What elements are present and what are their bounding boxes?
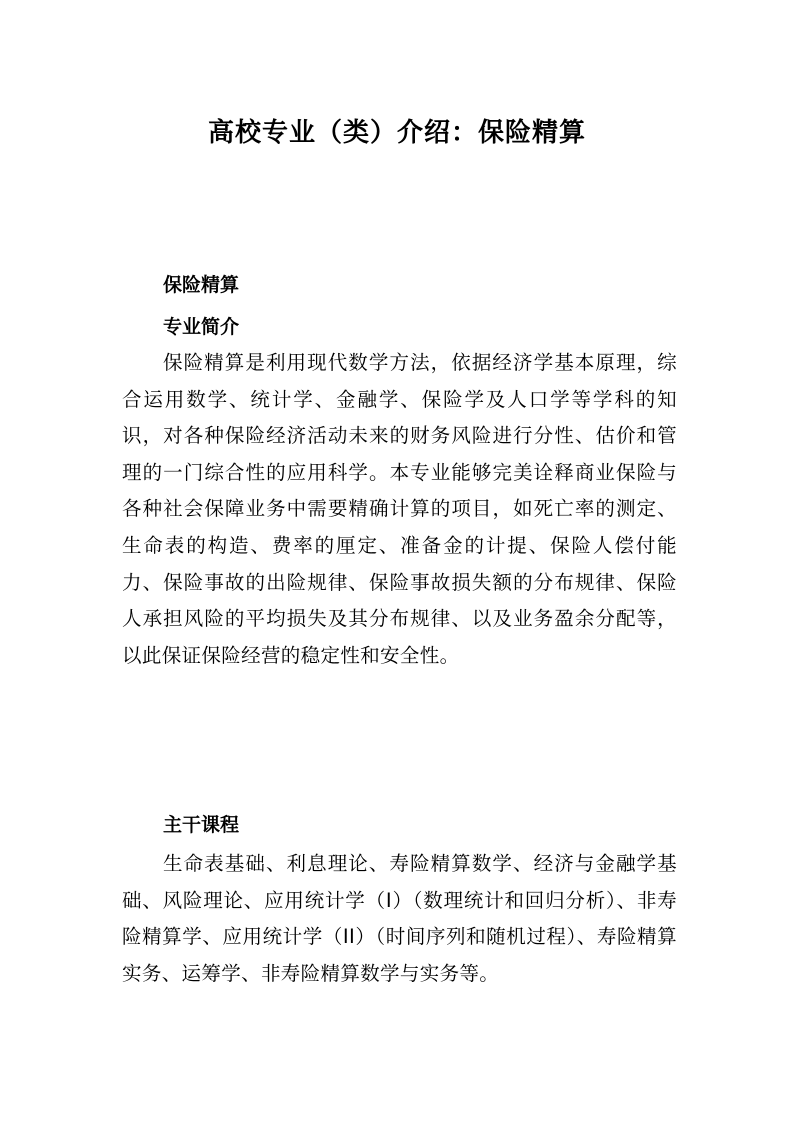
courses-paragraph: 生命表基础、利息理论、寿险精算数学、经济与金融学基础、风险理论、应用统计学（I）（数理统计和回归分析）、非寿险精算学、应用统计学（II）（时间序列和随机过程）、寿险精算实务、运筹学、非寿险精算数学与实务等。 — [122, 852, 677, 985]
document-title: 高校专业（类）介绍：保险精算 — [207, 118, 586, 148]
major-name-heading: 保险精算 — [163, 274, 240, 296]
intro-section — [122, 270, 677, 674]
intro-paragraph: 保险精算是利用现代数学方法，依据经济学基本原理，综合运用数学、统计学、金融学、保险学及人口学等学科的知识，对各种保险经济活动未来的财务风险进行分性、估价和管理的一门综合性的应用科学。本专业能够完美诠释商业保险与各种社会保障业务中需要精确计算的项目，如死亡率的测定、生命表的构造、费率的厘定、准备金的计提、保险人偿付能力、保险事故的出险规律、保险事故损失额的分布规律、保险人承担风险的平均损失及其分布规律、以及业务盈余分配等，以此保证保险经营的稳定性和安全性。 — [122, 351, 677, 667]
intro-heading: 专业简介 — [163, 316, 240, 338]
courses-section — [122, 810, 677, 992]
courses-heading: 主干课程 — [163, 814, 240, 836]
